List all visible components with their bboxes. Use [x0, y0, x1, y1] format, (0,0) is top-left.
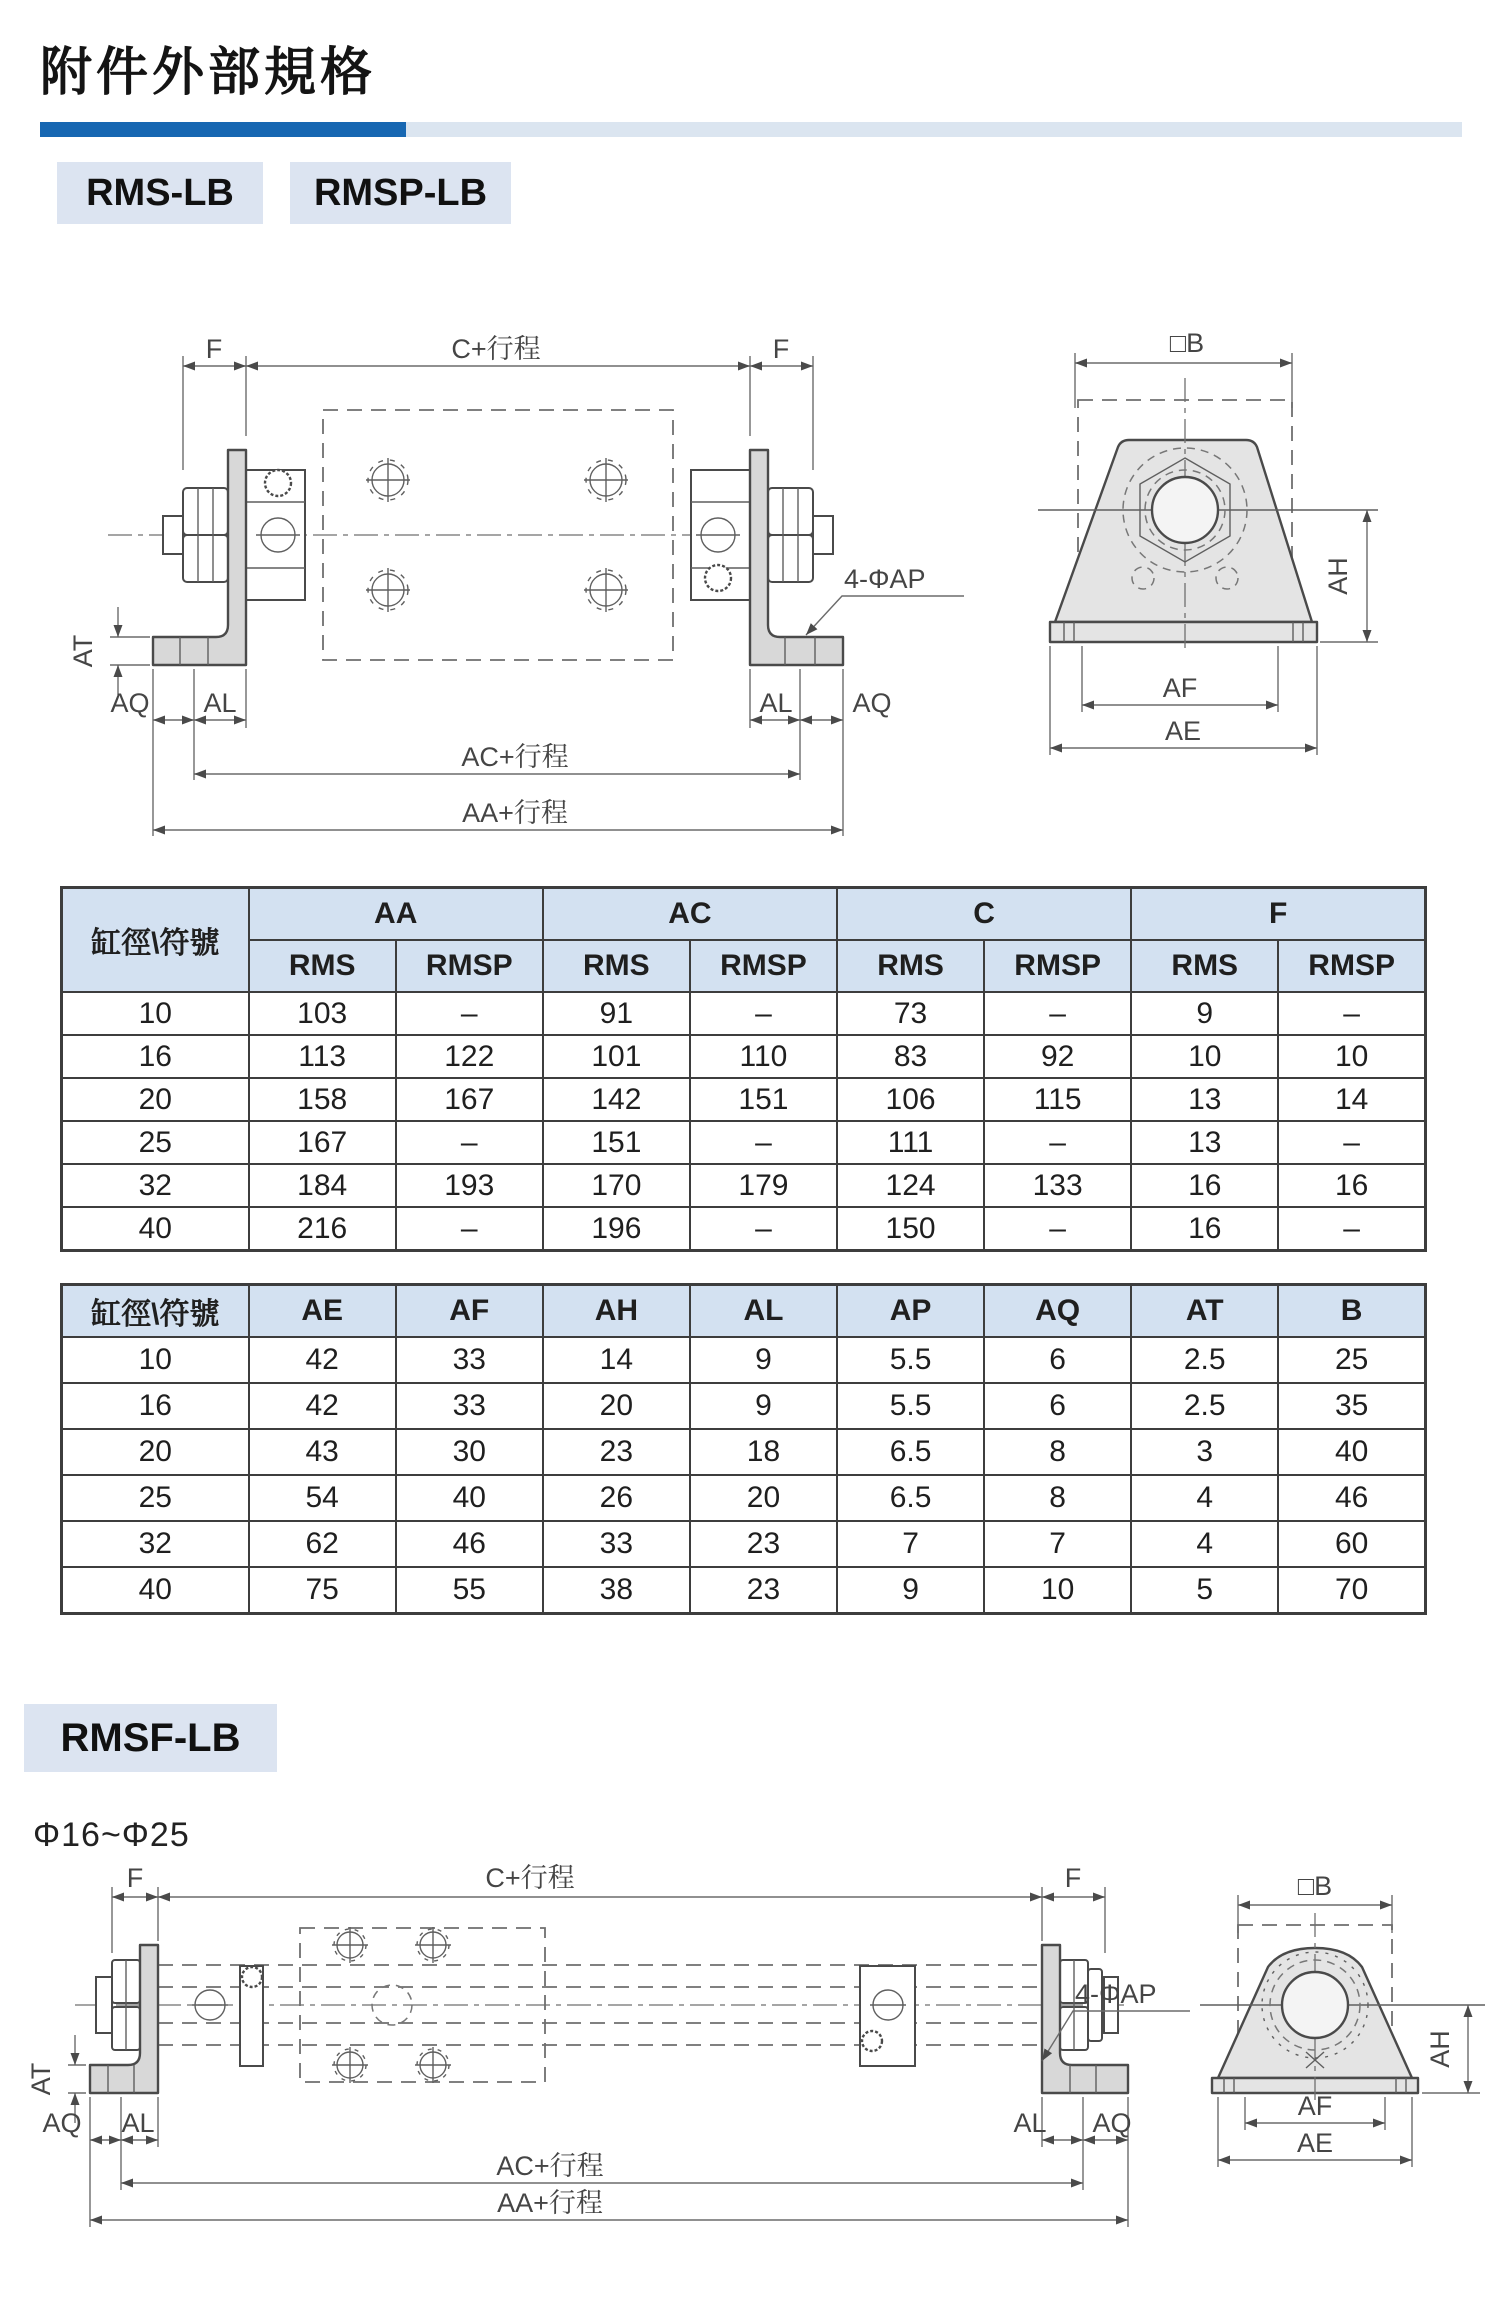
table-cell: – [396, 992, 543, 1035]
table-cell: 122 [396, 1035, 543, 1078]
table-cell: – [396, 1121, 543, 1164]
table-cell: 33 [396, 1383, 543, 1429]
table-row [62, 992, 1426, 1035]
table-cell: 25 [1278, 1337, 1425, 1383]
table-cell: 20 [543, 1383, 690, 1429]
dim-label-square-b: □B [1297, 1871, 1333, 1901]
bore-cell: 16 [62, 1383, 249, 1429]
bore-cell: 40 [62, 1567, 249, 1614]
dim-label-4-phi-ap: 4-ΦAP [1075, 1979, 1157, 2009]
group-header-aa: AA [249, 888, 543, 941]
dim-label-f-right: F [1064, 1863, 1082, 1893]
table-cell: 115 [984, 1078, 1131, 1121]
dim-label-ae: AE [1296, 2128, 1334, 2158]
table-cell: 62 [249, 1521, 396, 1567]
table-cell: 6.5 [837, 1429, 984, 1475]
bracket-end-view [1200, 1913, 1485, 2100]
table-row [62, 1475, 1426, 1521]
dim-label-at: AT [68, 634, 98, 668]
rmsf-end-view-drawing [1150, 1855, 1500, 2295]
table-cell: 55 [396, 1567, 543, 1614]
table-cell: 75 [249, 1567, 396, 1614]
column-header: RMS [249, 940, 396, 992]
bore-cell: 10 [62, 992, 249, 1035]
table-cell: 16 [1131, 1207, 1278, 1251]
table-cell: 23 [690, 1521, 837, 1567]
table-cell: 142 [543, 1078, 690, 1121]
table-cell: 14 [543, 1337, 690, 1383]
page-title: 附件外部規格 [40, 44, 377, 102]
table-cell: 33 [543, 1521, 690, 1567]
table-cell: 150 [837, 1207, 984, 1251]
table-cell: 6 [984, 1337, 1131, 1383]
column-header: RMSP [690, 940, 837, 992]
dim-label-square-b: □B [1169, 328, 1205, 358]
table-cell: 151 [543, 1121, 690, 1164]
title-accent-bar-dark [40, 122, 406, 137]
table-cell: 124 [837, 1164, 984, 1207]
table-row [62, 1429, 1426, 1475]
table-cell: 106 [837, 1078, 984, 1121]
dim-label-aa-stroke: AA+行程 [462, 798, 568, 828]
table-cell: 30 [396, 1429, 543, 1475]
table-cell: 2.5 [1131, 1383, 1278, 1429]
column-header: AT [1131, 1285, 1278, 1338]
corner-header: 缸徑\符號 [62, 888, 249, 993]
table-cell: 14 [1278, 1078, 1425, 1121]
column-header: RMS [837, 940, 984, 992]
table-cell: 7 [984, 1521, 1131, 1567]
table-cell: 42 [249, 1383, 396, 1429]
table-row [62, 1383, 1426, 1429]
table-row [62, 1567, 1426, 1614]
bore-cell: 20 [62, 1429, 249, 1475]
model-label-rms-lb: RMS-LB [57, 162, 263, 224]
dim-label-ac-stroke: AC+行程 [461, 742, 569, 772]
dim-label-aq-left: AQ [110, 688, 150, 718]
table-cell: 46 [1278, 1475, 1425, 1521]
table-cell: 10 [984, 1567, 1131, 1614]
dim-label-f-left: F [205, 334, 223, 364]
dim-label-at: AT [26, 2062, 56, 2096]
bolt-hole-icon [366, 568, 410, 612]
bore-cell: 25 [62, 1475, 249, 1521]
column-header: RMSP [396, 940, 543, 992]
model-label-rmsf-lb: RMSF-LB [24, 1704, 277, 1772]
table-cell: 3 [1131, 1429, 1278, 1475]
bore-cell: 25 [62, 1121, 249, 1164]
table-cell: 167 [249, 1121, 396, 1164]
spec-table-1 [60, 886, 1427, 1252]
dim-label-f-left: F [126, 1863, 144, 1893]
table-cell: 26 [543, 1475, 690, 1521]
table-cell: 70 [1278, 1567, 1425, 1614]
bolt-hole-icon [415, 1927, 451, 1963]
table-cell: 113 [249, 1035, 396, 1078]
column-header: AE [249, 1285, 396, 1338]
corner-header: 缸徑\符號 [62, 1285, 249, 1338]
table-cell: 13 [1131, 1078, 1278, 1121]
dim-label-c-stroke: C+行程 [485, 1863, 575, 1893]
dim-label-aq-left: AQ [42, 2108, 82, 2138]
table-cell: 5.5 [837, 1337, 984, 1383]
table-cell: 91 [543, 992, 690, 1035]
bore-cell: 10 [62, 1337, 249, 1383]
table-cell: 196 [543, 1207, 690, 1251]
column-header: B [1278, 1285, 1425, 1338]
dim-label-al-right: AL [1013, 2108, 1047, 2138]
table-cell: – [984, 1121, 1131, 1164]
table-cell: – [690, 992, 837, 1035]
table-cell: – [984, 1207, 1131, 1251]
table-cell: 133 [984, 1164, 1131, 1207]
table-row [62, 1078, 1426, 1121]
table-cell: 40 [396, 1475, 543, 1521]
table-row [62, 1207, 1426, 1251]
table-cell: 73 [837, 992, 984, 1035]
group-header-c: C [837, 888, 1131, 941]
table-cell: 8 [984, 1475, 1131, 1521]
dim-label-ae: AE [1164, 716, 1202, 746]
table-cell: – [1278, 992, 1425, 1035]
table-cell: 179 [690, 1164, 837, 1207]
table-cell: 40 [1278, 1429, 1425, 1475]
table-cell: 158 [249, 1078, 396, 1121]
table-row [62, 1521, 1426, 1567]
table-cell: 103 [249, 992, 396, 1035]
table-row [62, 1337, 1426, 1383]
table-cell: 9 [690, 1383, 837, 1429]
table-cell: 2.5 [1131, 1337, 1278, 1383]
bolt-hole-icon [332, 1927, 368, 1963]
dim-label-aq-right: AQ [852, 688, 892, 718]
dim-label-al-left: AL [203, 688, 237, 718]
table-cell: 13 [1131, 1121, 1278, 1164]
bore-cell: 32 [62, 1164, 249, 1207]
rms-end-view-drawing [1020, 320, 1500, 770]
dim-label-ah: AH [1323, 557, 1353, 595]
column-header: AF [396, 1285, 543, 1338]
table-cell: 9 [837, 1567, 984, 1614]
table-row [62, 1164, 1426, 1207]
bore-cell: 32 [62, 1521, 249, 1567]
table-cell: 151 [690, 1078, 837, 1121]
column-header: AH [543, 1285, 690, 1338]
table-cell: – [396, 1207, 543, 1251]
table-cell: 10 [1278, 1035, 1425, 1078]
rms-side-view-drawing [60, 320, 980, 850]
table-cell: – [984, 992, 1131, 1035]
spec-table-2 [60, 1283, 1427, 1615]
table-row [62, 1121, 1426, 1164]
table-cell: 111 [837, 1121, 984, 1164]
bore-range-label: Φ16~Φ25 [33, 1816, 190, 1854]
table-cell: 216 [249, 1207, 396, 1251]
bracket-end-view [1038, 378, 1378, 652]
table-cell: – [1278, 1121, 1425, 1164]
dimensions [26, 1863, 1190, 2227]
table-cell: 193 [396, 1164, 543, 1207]
column-header: RMSP [1278, 940, 1425, 992]
bolt-hole-icon [415, 2047, 451, 2083]
table-cell: 23 [690, 1567, 837, 1614]
dim-label-al-left: AL [121, 2108, 155, 2138]
table-row [62, 1035, 1426, 1078]
bolt-hole-icon [584, 568, 628, 612]
table-cell: 110 [690, 1035, 837, 1078]
table-cell: 8 [984, 1429, 1131, 1475]
table-cell: – [690, 1207, 837, 1251]
table-cell: 5 [1131, 1567, 1278, 1614]
dim-label-af: AF [1162, 673, 1198, 703]
table-cell: 4 [1131, 1475, 1278, 1521]
column-header: AQ [984, 1285, 1131, 1338]
group-header-f: F [1131, 888, 1425, 941]
group-header-ac: AC [543, 888, 837, 941]
table-cell: – [690, 1121, 837, 1164]
table-cell: 38 [543, 1567, 690, 1614]
column-header: RMS [543, 940, 690, 992]
dim-label-aq-right: AQ [1092, 2108, 1132, 2138]
table-cell: 4 [1131, 1521, 1278, 1567]
dim-label-al-right: AL [759, 688, 793, 718]
table-cell: 33 [396, 1337, 543, 1383]
bolt-hole-icon [584, 458, 628, 502]
dim-label-aa-stroke: AA+行程 [497, 2188, 603, 2218]
table-cell: 184 [249, 1164, 396, 1207]
table-cell: 20 [690, 1475, 837, 1521]
bore-cell: 20 [62, 1078, 249, 1121]
dim-label-ah: AH [1425, 2030, 1455, 2068]
table-cell: – [1278, 1207, 1425, 1251]
title-accent-bar [40, 122, 1462, 137]
bore-cell: 40 [62, 1207, 249, 1251]
cylinder-body [75, 1927, 1130, 2083]
model-label-rmsp-lb: RMSP-LB [290, 162, 511, 224]
table-cell: 42 [249, 1337, 396, 1383]
dim-label-4-phi-ap: 4-ΦAP [844, 564, 926, 594]
column-header: RMS [1131, 940, 1278, 992]
bore-cell: 16 [62, 1035, 249, 1078]
table-cell: 18 [690, 1429, 837, 1475]
table-cell: 6.5 [837, 1475, 984, 1521]
column-header: AP [837, 1285, 984, 1338]
table-cell: 46 [396, 1521, 543, 1567]
table-cell: 10 [1131, 1035, 1278, 1078]
bolt-hole-icon [366, 458, 410, 502]
table-cell: 9 [1131, 992, 1278, 1035]
rmsf-side-view-drawing [26, 1845, 1190, 2322]
table-cell: 54 [249, 1475, 396, 1521]
table-subheader-row [62, 940, 1426, 992]
table-cell: 83 [837, 1035, 984, 1078]
table-cell: 60 [1278, 1521, 1425, 1567]
table-cell: 16 [1278, 1164, 1425, 1207]
dim-label-c-stroke: C+行程 [451, 334, 541, 364]
table-cell: 101 [543, 1035, 690, 1078]
table-cell: 6 [984, 1383, 1131, 1429]
table-header-row [62, 1285, 1426, 1338]
table-header-row [62, 888, 1426, 941]
table-cell: 43 [249, 1429, 396, 1475]
column-header: AL [690, 1285, 837, 1338]
table-cell: 9 [690, 1337, 837, 1383]
table-cell: 16 [1131, 1164, 1278, 1207]
table-cell: 35 [1278, 1383, 1425, 1429]
table-cell: 167 [396, 1078, 543, 1121]
table-cell: 7 [837, 1521, 984, 1567]
table-cell: 23 [543, 1429, 690, 1475]
bolt-hole-icon [332, 2047, 368, 2083]
dim-label-af: AF [1297, 2091, 1333, 2121]
dim-label-ac-stroke: AC+行程 [496, 2151, 604, 2181]
table-cell: 5.5 [837, 1383, 984, 1429]
column-header: RMSP [984, 940, 1131, 992]
table-cell: 92 [984, 1035, 1131, 1078]
table-cell: 170 [543, 1164, 690, 1207]
dim-label-f-right: F [772, 334, 790, 364]
